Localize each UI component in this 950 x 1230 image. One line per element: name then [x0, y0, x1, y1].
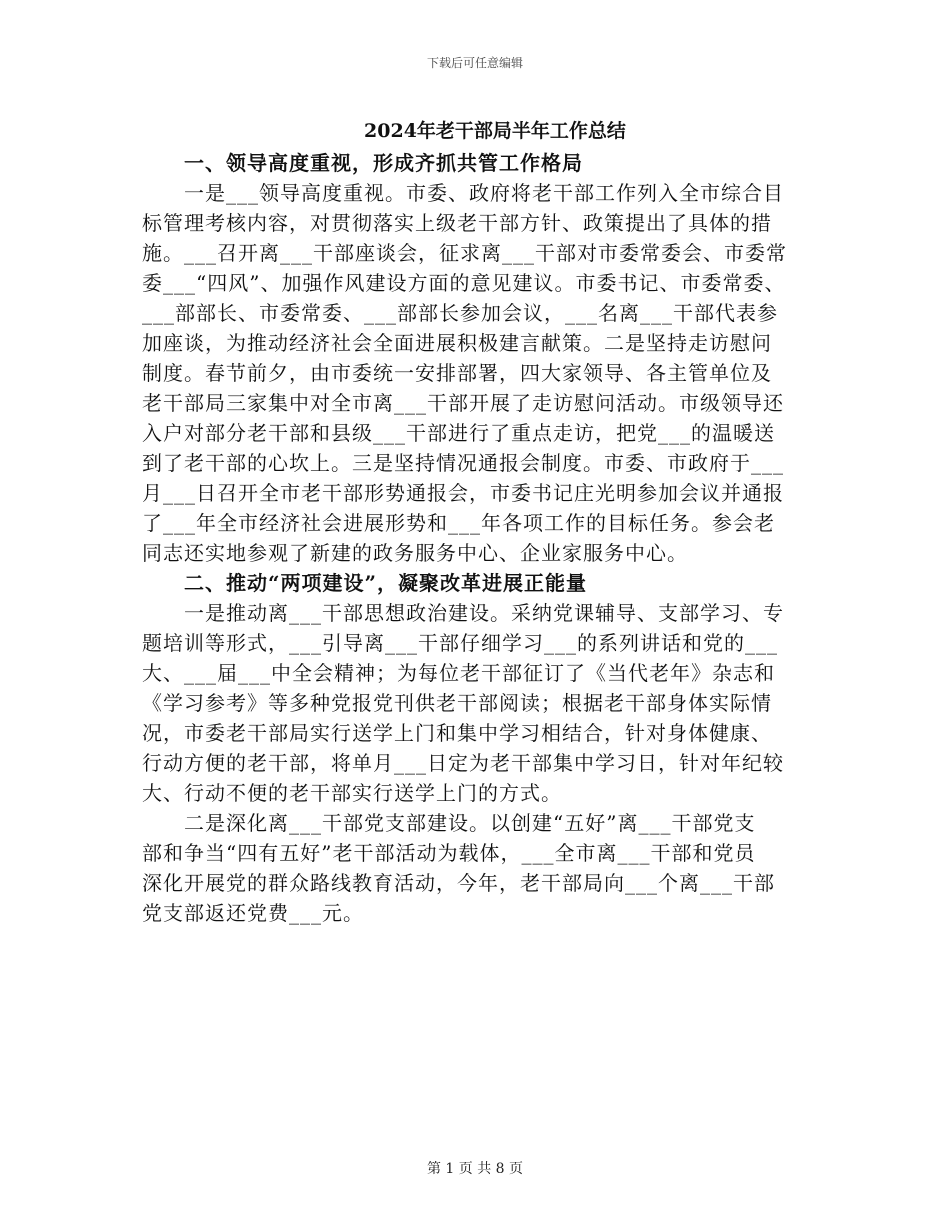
paragraph-line: 一是推动离___干部思想政治建设。采纳党课辅导、支部学习、专	[184, 601, 784, 625]
paragraph-line: 标管理考核内容，对贯彻落实上级老干部方针、政策提出了具体的措	[142, 211, 772, 235]
paragraph-line: 大、行动不便的老干部实行送学上门的方式。	[142, 781, 562, 805]
paragraph-line: 二是深化离___干部党支部建设。以创建“五好”离___干部党支	[184, 811, 756, 835]
section-heading: 一、领导高度重视，形成齐抓共管工作格局	[184, 151, 583, 175]
paragraph-line: 同志还实地参观了新建的政务服务中心、企业家服务中心。	[142, 541, 688, 565]
paragraph-line: 大、___届___中全会精神；为每位老干部征订了《当代老年》杂志和	[142, 661, 775, 685]
paragraph-line: 委___“四风”、加强作风建设方面的意见建议。市委书记、市委常委、	[142, 271, 786, 295]
paragraph-line: 到了老干部的心坎上。三是坚持情况通报会制度。市委、市政府于___	[142, 451, 784, 475]
paragraph-line: 入户对部分老干部和县级___干部进行了重点走访，把党___的温暖送	[142, 421, 775, 445]
paragraph-line: 行动方便的老干部，将单月___日定为老干部集中学习日，针对年纪较	[142, 751, 784, 775]
document-body	[142, 148, 822, 928]
paragraph-line: 题培训等形式，___引导离___干部仔细学习___的系列讲话和党的___	[142, 631, 778, 655]
paragraph-line: 深化开展党的群众路线教育活动，今年，老干部局向___个离___干部	[142, 871, 775, 895]
paragraph-line: 制度。春节前夕，由市委统一安排部署，四大家领导、各主管单位及	[142, 361, 772, 385]
paragraph-line: 党支部返还党费___元。	[142, 901, 364, 925]
paragraph-line: 月___日召开全市老干部形势通报会，市委书记庄光明参加会议并通报	[142, 481, 784, 505]
header-note: 下载后可任意编辑	[426, 56, 523, 70]
document-title: 2024年老干部局半年工作总结	[364, 120, 626, 142]
paragraph-line: ___部部长、市委常委、___部部长参加会议，___名离___干部代表参	[142, 301, 778, 325]
paragraph-line: 老干部局三家集中对全市离___干部开展了走访慰问活动。市级领导还	[142, 391, 784, 415]
paragraph-line: 施。___召开离___干部座谈会，征求离___干部对市委常委会、市委常	[142, 241, 787, 265]
paragraph-line: 《学习参考》等多种党报党刊供老干部阅读；根据老干部身体实际情	[142, 691, 772, 715]
paragraph-line: 部和争当“四有五好”老干部活动为载体，___全市离___干部和党员	[142, 841, 756, 865]
paragraph-line: 况，市委老干部局实行送学上门和集中学习相结合，针对身体健康、	[142, 721, 772, 745]
paragraph-line: 加座谈，为推动经济社会全面进展积极建言献策。二是坚持走访慰问	[142, 331, 772, 355]
paragraph-line: 一是___领导高度重视。市委、政府将老干部工作列入全市综合目	[184, 181, 784, 205]
page-footer: 第 1 页 共 8 页	[426, 1161, 524, 1177]
section-heading: 二、推动“两项建设”，凝聚改革进展正能量	[184, 571, 588, 595]
paragraph-line: 了___年全市经济社会进展形势和___年各项工作的目标任务。参会老	[142, 511, 775, 535]
